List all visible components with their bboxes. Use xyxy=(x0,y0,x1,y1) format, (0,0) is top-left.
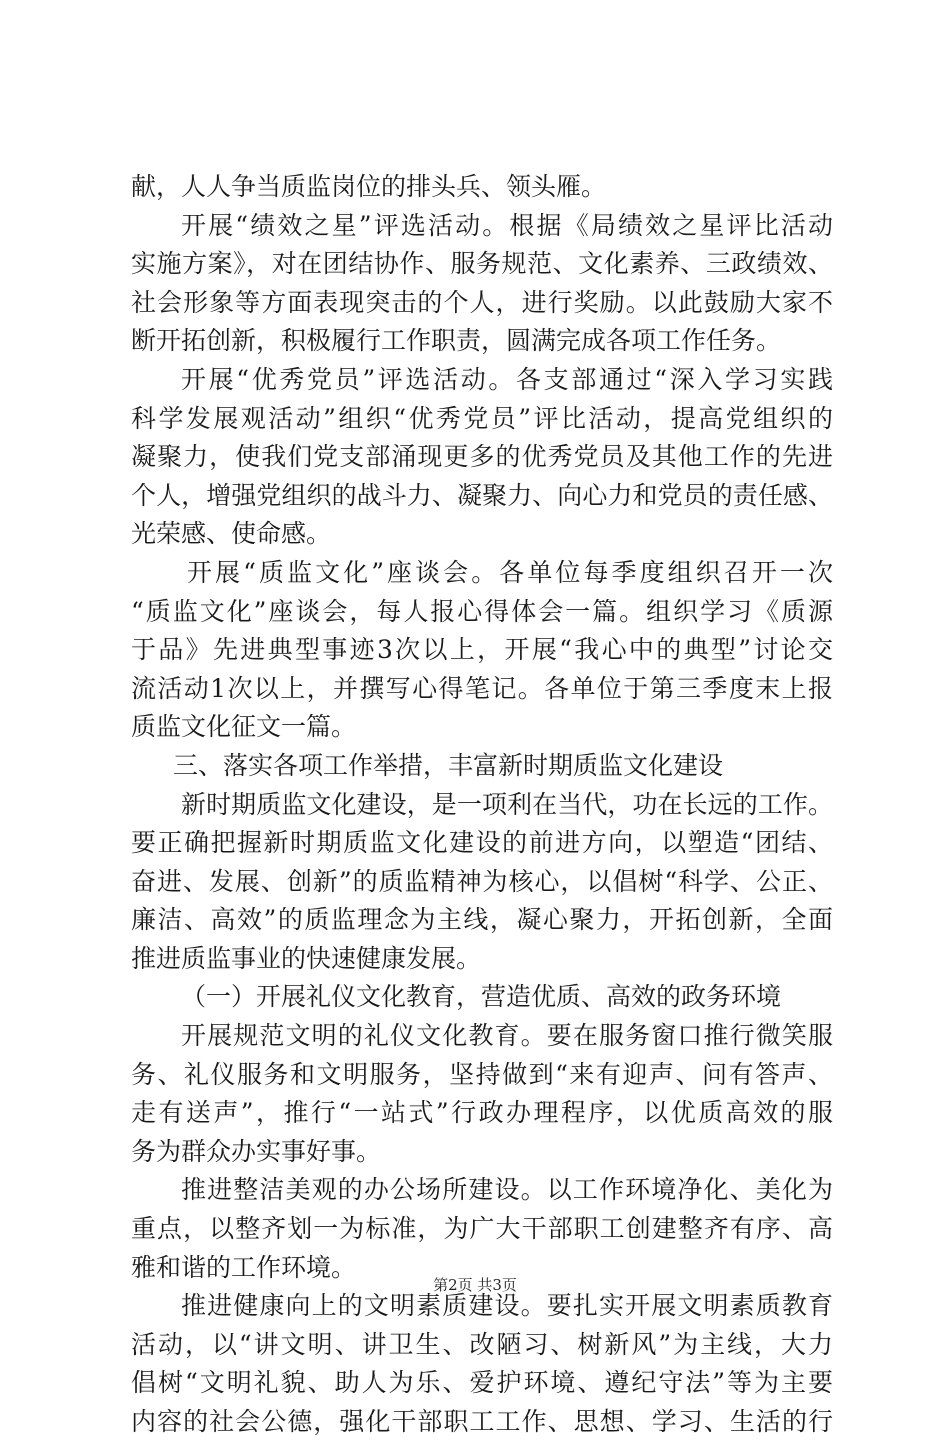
text-line: 推进质监事业的快速健康发展。 xyxy=(131,943,482,973)
paragraph-start-line: 开展规范文明的礼仪文化教育。要在服务窗口推行微笑服 xyxy=(181,1021,833,1051)
paragraph-start-line: 新时期质监文化建设，是一项利在当代，功在长远的工作。 xyxy=(181,789,833,819)
document-body xyxy=(131,168,833,1442)
text-line: 于品》先进典型事迹3次以上，开展“我心中的典型”讨论交 xyxy=(131,635,833,665)
paragraph-start-line: 开展“绩效之星”评选活动。根据《局绩效之星评比活动 xyxy=(181,210,833,240)
text-line: 廉洁、高效”的质监理念为主线，凝心聚力，开拓创新，全面 xyxy=(131,905,833,935)
subsection-heading: （一）开展礼仪文化教育，营造优质、高效的政务环境 xyxy=(181,982,782,1012)
text-line: 个人，增强党组织的战斗力、凝聚力、向心力和党员的责任感、 xyxy=(131,480,833,510)
text-line: 光荣感、使命感。 xyxy=(131,519,332,549)
text-line: 质监文化征文一篇。 xyxy=(131,712,357,742)
text-line: 奋进、发展、创新”的质监精神为核心，以倡树“科学、公正、 xyxy=(131,866,833,896)
text-line: 要正确把握新时期质监文化建设的前进方向，以塑造“团结、 xyxy=(131,828,833,858)
text-line: 社会形象等方面表现突击的个人，进行奖励。以此鼓励大家不 xyxy=(131,287,833,317)
text-line: 倡树“文明礼貌、助人为乐、爱护环境、遵纪守法”等为主要 xyxy=(131,1368,833,1398)
paragraph-start-line: 开展“优秀党员”评选活动。各支部通过“深入学习实践 xyxy=(181,364,833,394)
text-line: 雅和谐的工作环境。 xyxy=(131,1252,357,1282)
text-line: 断开拓创新，积极履行工作职责，圆满完成各项工作任务。 xyxy=(131,326,782,356)
text-line: 务为群众办实事好事。 xyxy=(131,1136,382,1166)
paragraph-start-line: 开展“质监文化”座谈会。各单位每季度组织召开一次 xyxy=(187,557,833,587)
paragraph-start-line: 推进整洁美观的办公场所建设。以工作环境净化、美化为 xyxy=(181,1175,833,1205)
text-line: 献，人人争当质监岗位的排头兵、领头雁。 xyxy=(131,172,607,201)
text-line: 活动，以“讲文明、讲卫生、改陋习、树新风”为主线，大力 xyxy=(131,1329,833,1359)
text-line: 重点，以整齐划一为标准，为广大干部职工创建整齐有序、高 xyxy=(131,1214,833,1244)
page-number-footer: 第2页 共3页 xyxy=(433,1276,517,1294)
text-line: 走有送声”，推行“一站式”行政办理程序，以优质高效的服 xyxy=(131,1098,833,1128)
paragraph-start-line: 推进健康向上的文明素质建设。要扎实开展文明素质教育 xyxy=(181,1291,833,1321)
text-line: 科学发展观活动”组织“优秀党员”评比活动，提高党组织的 xyxy=(131,403,833,433)
text-line: 实施方案》，对在团结协作、服务规范、文化素养、三政绩效、 xyxy=(131,249,833,279)
text-line: 务、礼仪服务和文明服务，坚持做到“来有迎声、问有答声、 xyxy=(131,1059,833,1089)
section-heading: 三、落实各项工作举措，丰富新时期质监文化建设 xyxy=(173,750,724,780)
text-line: 内容的社会公德，强化干部职工工作、思想、学习、生活的行 xyxy=(131,1407,833,1436)
text-line: 凝聚力，使我们党支部涌现更多的优秀党员及其他工作的先进 xyxy=(131,442,833,472)
text-line: 流活动1次以上，并撰写心得笔记。各单位于第三季度末上报 xyxy=(131,673,833,703)
text-line: “质监文化”座谈会，每人报心得体会一篇。组织学习《质源 xyxy=(131,596,833,626)
